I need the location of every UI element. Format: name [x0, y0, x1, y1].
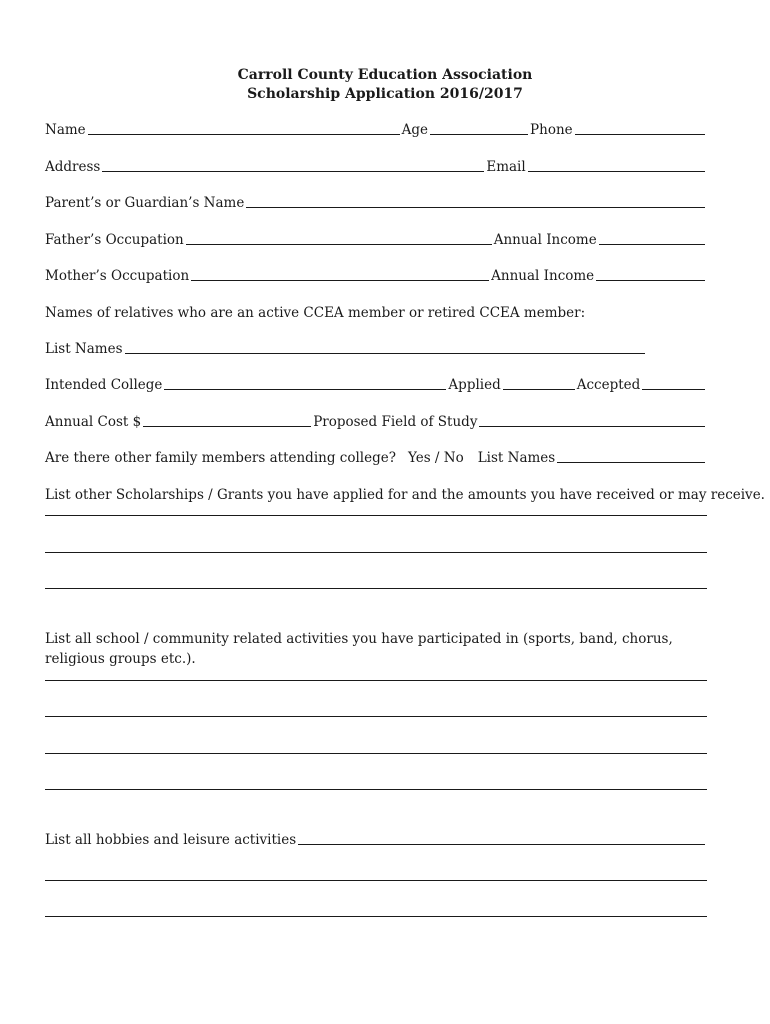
annual-cost-label: Annual Cost $ — [45, 414, 142, 430]
scholarships-line[interactable] — [45, 588, 707, 589]
annual-cost-field[interactable] — [143, 413, 311, 427]
scholarships-prompt: List other Scholarships / Grants you have applied for and the amounts you have received or may receive. — [45, 487, 765, 503]
row-mother — [45, 264, 707, 284]
row-hobbies — [45, 828, 707, 848]
scholarships-line[interactable] — [45, 515, 707, 516]
age-field[interactable] — [430, 121, 528, 135]
row-relatives-names — [45, 337, 647, 357]
row-scholarships-prompt — [45, 483, 765, 503]
row-college — [45, 373, 707, 393]
applied-field[interactable] — [503, 376, 575, 390]
family-college-question: Are there other family members attending college? — [45, 450, 396, 466]
father-occupation-label: Father’s Occupation — [45, 232, 184, 248]
list-names-label: List Names — [45, 341, 123, 357]
row-relatives-prompt — [45, 301, 707, 321]
row-name-age-phone — [45, 118, 707, 138]
mother-occupation-label: Mother’s Occupation — [45, 268, 190, 284]
phone-field[interactable] — [575, 121, 705, 135]
accepted-label: Accepted — [576, 377, 641, 393]
guardian-label: Parent’s or Guardian’s Name — [45, 195, 245, 211]
activities-line[interactable] — [45, 789, 707, 790]
row-father — [45, 228, 707, 248]
mother-occupation-field[interactable] — [191, 267, 489, 281]
college-field[interactable] — [164, 376, 446, 390]
mother-income-label: Annual Income — [491, 268, 595, 284]
relatives-names-field[interactable] — [125, 340, 645, 354]
row-family-college — [45, 446, 707, 466]
hobbies-line[interactable] — [45, 916, 707, 917]
yes-no-option[interactable]: Yes / No — [407, 450, 464, 466]
guardian-field[interactable] — [246, 194, 705, 208]
address-label: Address — [45, 159, 101, 175]
organization-name: Carroll County Education Association — [237, 67, 533, 83]
accepted-field[interactable] — [642, 376, 705, 390]
name-field[interactable] — [88, 121, 400, 135]
hobbies-field[interactable] — [298, 831, 705, 845]
father-income-field[interactable] — [599, 231, 705, 245]
activities-line[interactable] — [45, 716, 707, 717]
email-field[interactable] — [528, 158, 705, 172]
email-label: Email — [486, 159, 526, 175]
hobbies-line[interactable] — [45, 880, 707, 881]
activities-line[interactable] — [45, 680, 707, 681]
row-address-email — [45, 155, 707, 175]
row-guardian — [45, 191, 707, 211]
applied-label: Applied — [448, 377, 501, 393]
relatives-prompt: Names of relatives who are an active CCEA member or retired CCEA member: — [45, 305, 586, 321]
activities-line[interactable] — [45, 753, 707, 754]
form-title: Scholarship Application 2016/2017 — [247, 86, 523, 102]
family-list-names-label: List Names — [477, 450, 556, 466]
field-of-study-label: Proposed Field of Study — [313, 414, 478, 430]
phone-label: Phone — [530, 122, 573, 138]
father-occupation-field[interactable] — [186, 231, 492, 245]
name-label: Name — [45, 122, 86, 138]
family-names-field[interactable] — [557, 449, 705, 463]
address-field[interactable] — [102, 158, 484, 172]
hobbies-label: List all hobbies and leisure activities — [45, 832, 297, 848]
mother-income-field[interactable] — [596, 267, 705, 281]
father-income-label: Annual Income — [493, 232, 597, 248]
college-label: Intended College — [45, 377, 163, 393]
field-of-study-field[interactable] — [479, 413, 705, 427]
age-label: Age — [401, 122, 429, 138]
row-cost-study — [45, 410, 707, 430]
scholarships-line[interactable] — [45, 552, 707, 553]
activities-prompt: List all school / community related activities you have participated in (sports, band, chorus, religious groups etc.). — [45, 631, 673, 667]
